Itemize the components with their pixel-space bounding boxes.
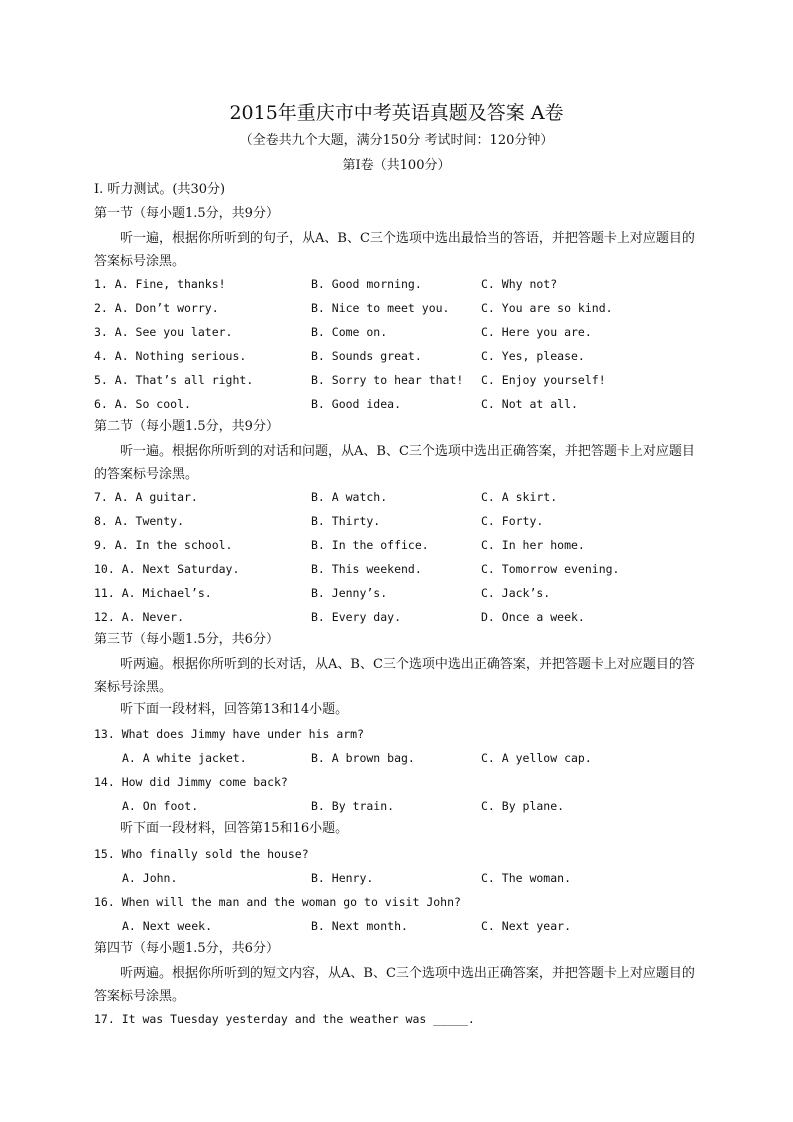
option-a: 8. A. Twenty. [94, 514, 185, 528]
option-b: B. Thirty. [311, 514, 381, 528]
option-c: D. Once a week. [481, 610, 585, 624]
section-heading: 第一节（每小题1.5分，共9分） [94, 206, 279, 221]
option-a: 5. A. That’s all right. [94, 373, 254, 387]
page-title: 2015年重庆市中考英语真题及答案 A卷 [229, 102, 564, 124]
option-b: B. Good idea. [311, 397, 402, 411]
option-c: C. You are so kind. [481, 301, 613, 315]
exam-info: （全卷共九个大题，满分150分 考试时间：120分钟） [239, 133, 554, 148]
part-heading: I. 听力测试。(共30分) [94, 182, 226, 197]
option-c: C. Here you are. [481, 325, 592, 339]
question-row [94, 274, 714, 294]
option-a: 11. A. Michael’s. [94, 586, 212, 600]
question-row [94, 796, 714, 816]
question-row [94, 394, 714, 414]
option-b: B. This weekend. [311, 562, 422, 576]
question-text: 15. Who finally sold the house? [94, 847, 309, 861]
option-c: C. Enjoy yourself! [481, 373, 606, 387]
material-note: 听下面一段材料，回答第15和16小题。 [120, 821, 349, 836]
question-stem [94, 724, 714, 744]
question-text: 17. It was Tuesday yesterday and the weather was _____. [94, 1012, 475, 1026]
section-heading: 第三节（每小题1.5分，共6分） [94, 632, 279, 647]
option-b: B. Jenny’s. [311, 586, 388, 600]
option-b: B. A brown bag. [311, 751, 415, 765]
material-note: 听下面一段材料，回答第13和14小题。 [120, 702, 349, 717]
option-a: 1. A. Fine, thanks! [94, 277, 226, 291]
question-row [94, 916, 714, 936]
section-instruction: 听两遍。根据你所听到的长对话，从A、B、C三个选项中选出正确答案，并把答题卡上对应题目的答案标号涂黑。 [94, 657, 695, 695]
question-stem [94, 892, 714, 912]
option-c: C. Tomorrow evening. [481, 562, 620, 576]
option-c: C. Next year. [481, 919, 572, 933]
question-text: 13. What does Jimmy have under his arm? [94, 727, 365, 741]
option-b: B. Every day. [311, 610, 402, 624]
option-a: A. John. [122, 871, 178, 885]
section-instruction: 听一遍。根据你所听到的对话和问题，从A、B、C三个选项中选出正确答案，并把答题卡上对应题目的答案标号涂黑。 [94, 444, 695, 482]
option-b: B. Come on. [311, 325, 388, 339]
option-c: C. By plane. [481, 799, 565, 813]
option-c: C. Yes, please. [481, 349, 585, 363]
question-row [94, 322, 714, 342]
option-a: 12. A. Never. [94, 610, 185, 624]
option-b: B. In the office. [311, 538, 429, 552]
option-a: A. A white jacket. [122, 751, 247, 765]
question-stem [94, 844, 714, 864]
section-instruction: 听一遍，根据你所听到的句子，从A、B、C三个选项中选出最恰当的答语，并把答题卡上对应题目的答案标号涂黑。 [94, 231, 695, 269]
question-row [94, 868, 714, 888]
section-heading: 第四节（每小题1.5分，共6分） [94, 941, 279, 956]
option-c: C. Jack’s. [481, 586, 551, 600]
option-c: C. A skirt. [481, 490, 558, 504]
option-b: B. Henry. [311, 871, 374, 885]
option-c: C. A yellow cap. [481, 751, 592, 765]
option-c: C. Not at all. [481, 397, 578, 411]
option-b: B. Sorry to hear that! [311, 373, 464, 387]
question-row [94, 511, 714, 531]
question-stem [94, 1009, 714, 1029]
question-text: 16. When will the man and the woman go to visit John? [94, 895, 461, 909]
question-text: 14. How did Jimmy come back? [94, 775, 288, 789]
option-c: C. The woman. [481, 871, 572, 885]
option-b: B. Sounds great. [311, 349, 422, 363]
option-a: 7. A. A guitar. [94, 490, 198, 504]
option-c: C. In her home. [481, 538, 585, 552]
question-row [94, 748, 714, 768]
option-b: B. Good morning. [311, 277, 422, 291]
option-b: B. Nice to meet you. [311, 301, 450, 315]
option-a: 2. A. Don’t worry. [94, 301, 219, 315]
option-a: 3. A. See you later. [94, 325, 233, 339]
question-row [94, 370, 714, 390]
section-heading: 第二节（每小题1.5分，共9分） [94, 419, 279, 434]
option-a: 6. A. So cool. [94, 397, 191, 411]
question-stem [94, 772, 714, 792]
volume-heading: 第Ⅰ卷（共100分） [342, 158, 451, 173]
option-a: A. On foot. [122, 799, 199, 813]
option-a: 4. A. Nothing serious. [94, 349, 247, 363]
question-row [94, 607, 714, 627]
question-row [94, 559, 714, 579]
option-c: C. Why not? [481, 277, 558, 291]
option-c: C. Forty. [481, 514, 544, 528]
option-a: 10. A. Next Saturday. [94, 562, 240, 576]
question-row [94, 535, 714, 555]
option-b: B. By train. [311, 799, 395, 813]
question-row [94, 583, 714, 603]
section-instruction: 听两遍。根据你所听到的短文内容，从A、B、C三个选项中选出正确答案，并把答题卡上对应题目的答案标号涂黑。 [94, 966, 695, 1004]
option-a: A. Next week. [122, 919, 213, 933]
question-row [94, 487, 714, 507]
option-b: B. A watch. [311, 490, 388, 504]
question-row [94, 298, 714, 318]
option-a: 9. A. In the school. [94, 538, 233, 552]
question-row [94, 346, 714, 366]
option-b: B. Next month. [311, 919, 408, 933]
